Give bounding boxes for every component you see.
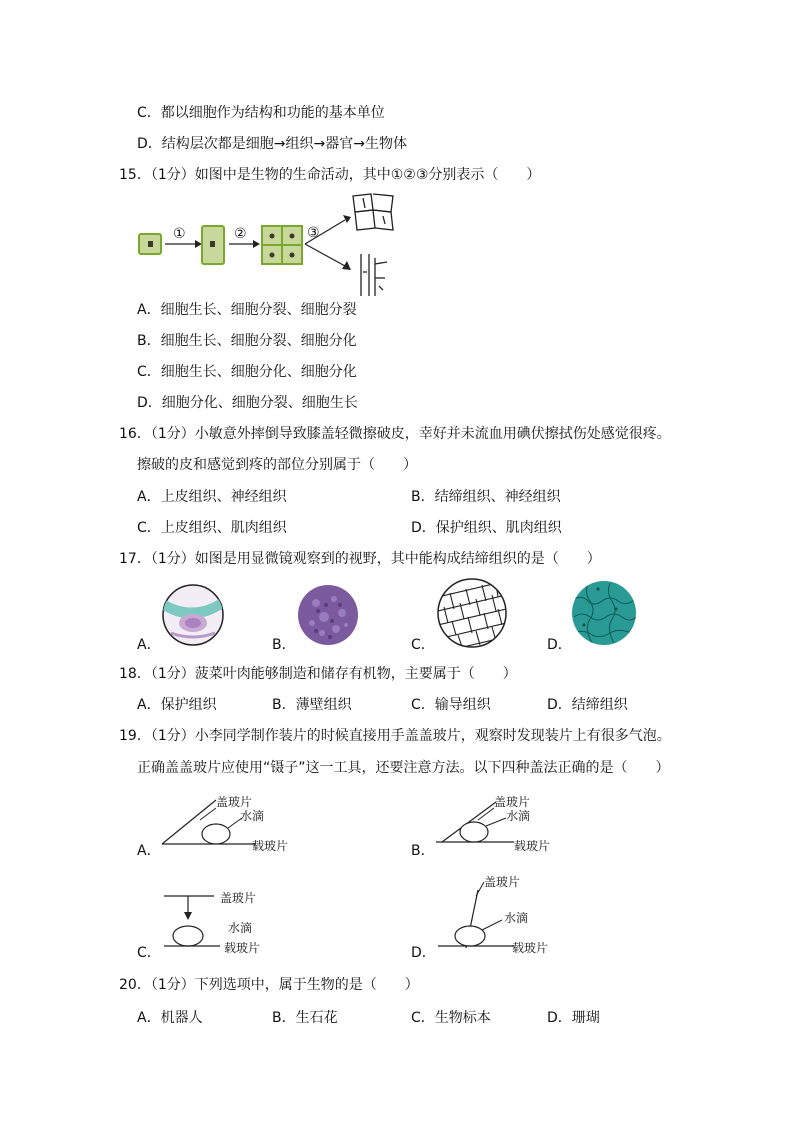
label-slide: 载玻片 (514, 839, 551, 853)
q20-option-d: D．珊瑚 (547, 1010, 600, 1026)
q19-stem-line2: 正确盖盖玻片应使用“镊子”这一工具，还要注意方法。以下四种盖法正确的是（ ） (137, 760, 670, 776)
q16-option-d: D．保护组织、肌肉组织 (411, 520, 562, 536)
label-2: ② (234, 226, 247, 242)
label-cover: 盖玻片 (494, 795, 531, 809)
q18-stem: 18．（1分）菠菜叶肉能够制造和储存有机物，主要属于（ ） (119, 666, 517, 682)
q20-option-a: A．机器人 (137, 1010, 203, 1026)
label-water: 水滴 (228, 921, 253, 935)
q16-option-c: C．上皮组织、肌肉组织 (137, 520, 287, 536)
q20-option-b: B．生石花 (272, 1010, 338, 1026)
q17-option-b: B． (272, 637, 296, 653)
tissue-bottom (361, 254, 387, 296)
q19-option-a: A． (137, 843, 161, 859)
label-water: 水滴 (506, 809, 531, 823)
q14-option-d: D．结构层次都是细胞→组织→器官→生物体 (137, 136, 407, 152)
q15-option-d: D．细胞分化、细胞分裂、细胞生长 (137, 395, 358, 411)
q15-option-c: C．细胞生长、细胞分化、细胞分化 (137, 364, 357, 380)
label-slide: 载玻片 (224, 941, 261, 955)
q15-option-b: B．细胞生长、细胞分裂、细胞分化 (137, 333, 357, 349)
q17-option-d: D． (547, 637, 572, 653)
q19-stem-line1: 19．（1分）小李同学制作装片的时候直接用手盖盖玻片，观察时发现装片上有很多气泡。 (119, 728, 671, 744)
q17-stem: 17．（1分）如图是用显微镜观察到的视野，其中能构成结缔组织的是（ ） (119, 551, 601, 567)
label-water: 水滴 (504, 911, 529, 925)
q14-option-c: C．都以细胞作为结构和功能的基本单位 (137, 105, 385, 121)
q17-option-c: C． (411, 637, 435, 653)
q15-stem: 15．（1分）如图中是生物的生命活动，其中①②③分别表示（ ） (119, 167, 541, 183)
q18-option-d: D．结缔组织 (547, 697, 628, 713)
label-slide: 载玻片 (252, 839, 289, 853)
q16-stem-line1: 16．（1分）小敏意外摔倒导致膝盖轻微擦破皮，幸好并未流血用碘伏擦拭伤处感觉很疼。 (119, 426, 671, 442)
q15-cell-activity-figure (135, 192, 405, 300)
label-cover: 盖玻片 (216, 795, 253, 809)
q17-option-a: A． (137, 637, 161, 653)
label-cover: 盖玻片 (484, 875, 521, 889)
q19-figure-c (160, 884, 300, 960)
q19-option-c: C． (137, 945, 161, 961)
label-slide: 载玻片 (512, 941, 549, 955)
q18-option-a: A．保护组织 (137, 697, 217, 713)
label-water: 水滴 (240, 809, 265, 823)
label-1: ① (173, 226, 186, 242)
q19-figure-b (434, 788, 584, 858)
label-cover: 盖玻片 (220, 891, 257, 905)
q16-stem-line2: 擦破的皮和感觉到疼的部位分别属于（ ） (137, 457, 417, 473)
q18-option-c: C．输导组织 (411, 697, 491, 713)
q20-option-c: C．生物标本 (411, 1010, 491, 1026)
q19-option-d: D． (411, 945, 436, 961)
q18-option-b: B．薄壁组织 (272, 697, 352, 713)
q20-stem: 20．（1分）下列选项中，属于生物的是（ ） (119, 977, 419, 993)
q17-micrograph-a (161, 583, 225, 647)
q19-option-b: B． (411, 843, 435, 859)
q19-figure-a (160, 788, 310, 858)
divided-cells (262, 226, 302, 264)
q15-option-a: A．细胞生长、细胞分裂、细胞分裂 (137, 302, 357, 318)
q17-micrograph-b (296, 583, 360, 647)
q16-option-b: B．结缔组织、神经组织 (411, 489, 561, 505)
q17-micrograph-c (436, 577, 508, 649)
label-3: ③ (307, 225, 320, 241)
tissue-top (353, 194, 393, 230)
q19-figure-d (434, 872, 574, 960)
q16-option-a: A．上皮组织、神经组织 (137, 489, 287, 505)
q17-micrograph-d (570, 579, 638, 647)
